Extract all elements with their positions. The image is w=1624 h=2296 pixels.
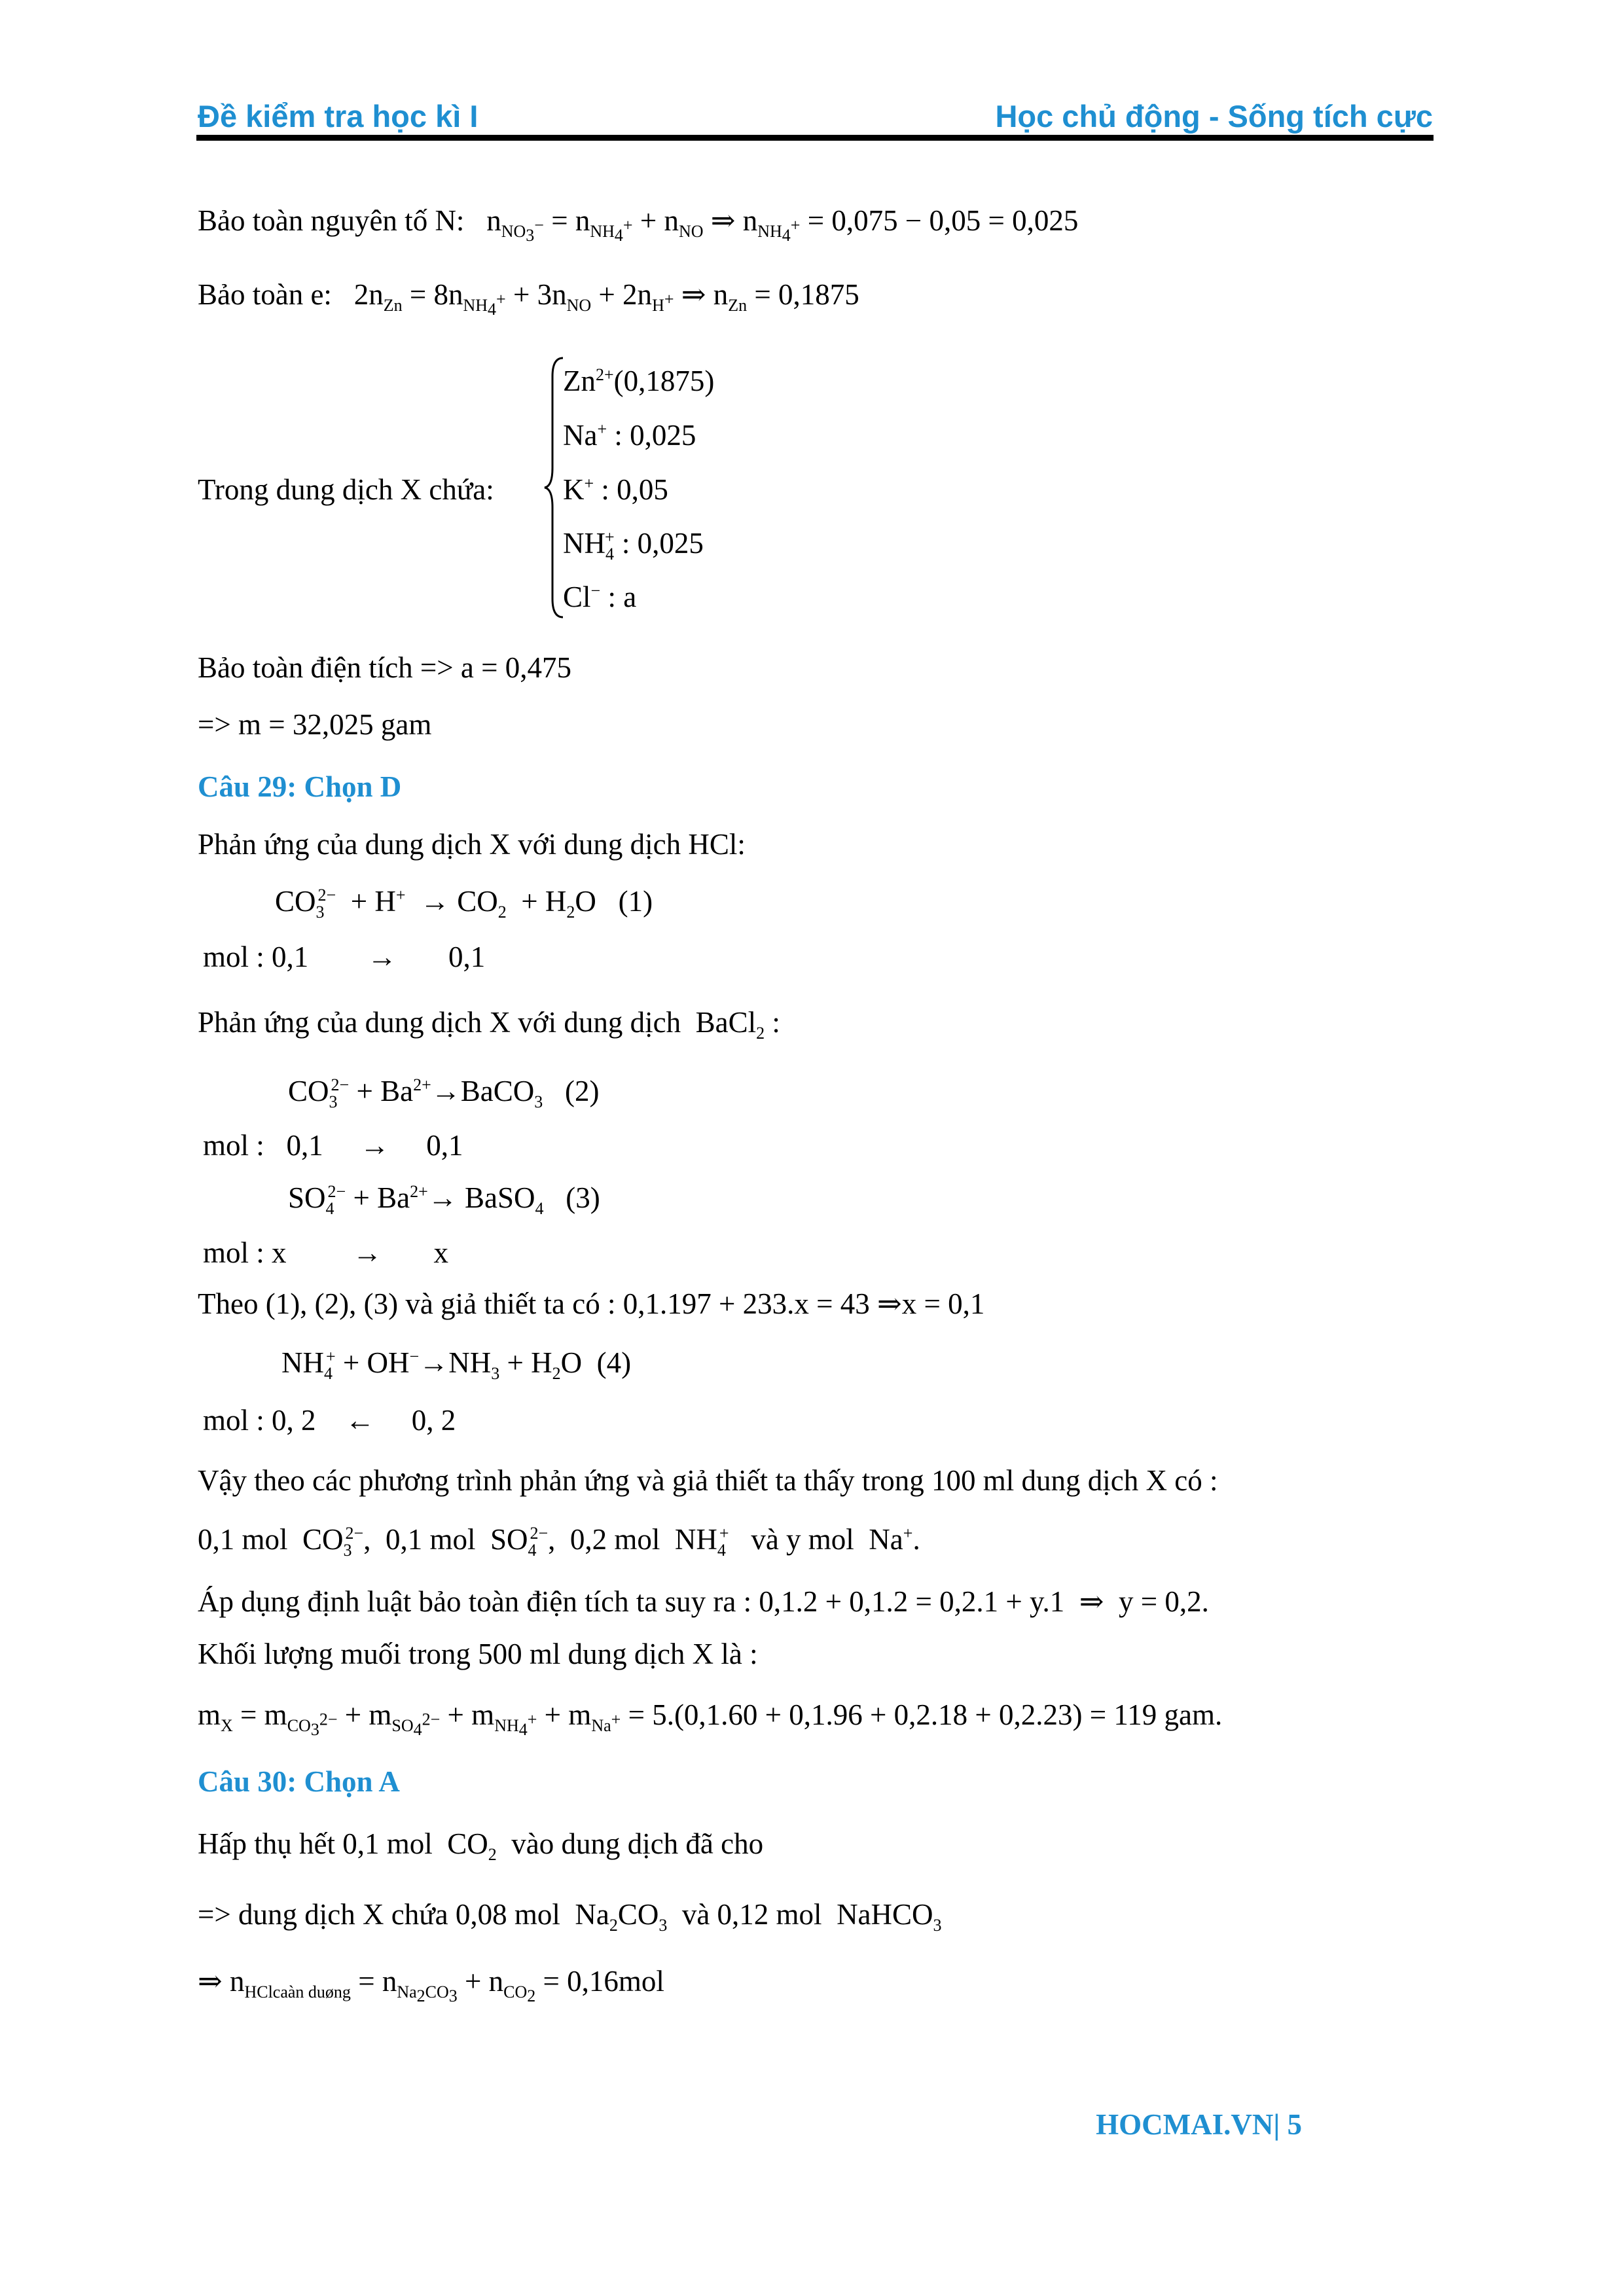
theo-1-2-3-line: Theo (1), (2), (3) và giả thiết ta có : 0,1.197 + 233.x = 43 ⇒x = 0,1 <box>198 1287 985 1320</box>
bacl2-formula: BaCl$_2$ : <box>688 1006 780 1043</box>
equation-4: $NH_4^+ + OH^-\to NH_3 + H_2O$ (4) <box>281 1346 632 1383</box>
mol-line-4: mol : 0, 2 ← 0, 2 <box>203 1404 456 1437</box>
ion-cl: Cl− : a <box>563 581 637 613</box>
footer-page-number: | 5 <box>1273 2108 1302 2141</box>
question-30-heading: Câu 30: Chọn A <box>198 1765 400 1798</box>
charge-conservation-line: Bảo toàn điện tích => a = 0,475 <box>198 651 572 684</box>
conclusion-line: Vậy theo các phương trình phản ứng và giả thiết ta thấy trong 100 ml dung dịch X có : <box>198 1464 1218 1497</box>
n-conservation-line <box>198 204 1079 245</box>
ion-amounts-line: 0,1 mol $CO_3^{2-}$, 0,1 mol $SO_4^{2-}$, 0,2 mol $NH_4^+$ và y mol Na+. <box>198 1523 920 1560</box>
solution-x-contents-line: => dung dịch X chứa 0,08 mol $Na_2CO_3$ và 0,12 mol NaHCO$_3$ <box>198 1898 942 1935</box>
solution-x-label: Trong dung dịch X chứa: <box>198 473 494 506</box>
charge-law-line: Áp dụng định luật bảo toàn điện tích ta suy ra : 0,1.2 + 0,1.2 = 0,2.1 + y.1 ⇒ y = 0,2. <box>198 1585 1209 1618</box>
salt-mass-equation: $m_X = m_{CO_3^{2-}} + m_{SO_4^{2-}} + m_{NH_4^+} + m_{Na^+} = 5.(0,1.60 + 0,1.96 + 0,2.18 + 0,2.23) = 119$ gam. <box>198 1698 1223 1740</box>
equation-3: $SO_4^{2-} + Ba^{2+}\to$ BaSO$_4$ (3) <box>288 1181 600 1218</box>
salt-mass-intro: Khối lượng muối trong 500 ml dung dịch X là : <box>198 1638 758 1670</box>
n-hcl-result: = 0,16mol <box>543 1965 664 1998</box>
hcl-equation: ⇒ $n_{HClcaàn duøng} = n_{Na_2CO_3} + n_{CO_2} = 0,16mol$ <box>198 1965 664 2006</box>
equation-2: $CO_3^{2-}$ + $Ba^{2+}\to BaCO_3$ (2) <box>288 1075 600 1111</box>
footer-site: HOCMAI.VN <box>1096 2108 1274 2141</box>
ion-k: K+ : 0,05 <box>563 473 668 506</box>
ion-zn: $Zn^{2+}(0,1875)$ <box>563 365 715 397</box>
mass-result-line: => m = 32,025 gam <box>198 708 432 741</box>
header-title-left: Đề kiểm tra học kì I <box>198 99 478 134</box>
co2-absorb-line: Hấp thụ hết 0,1 mol $CO_2$ vào dung dịch đã cho <box>198 1827 764 1864</box>
electron-conservation-line <box>198 278 859 319</box>
ion-na: Na+ : 0,025 <box>563 419 696 452</box>
electron-conservation-equation: $2n_{Zn} = 8n_{NH_4^+} + 3n_{NO} + 2n_{H^+}$ ⇒ $n_{Zn} = 0,1875$ <box>339 278 859 319</box>
header-slogan-right: Học chủ động - Sống tích cực <box>995 99 1433 134</box>
reaction-hcl-intro: Phản ứng của dung dịch X với dung dịch HCl: <box>198 828 746 861</box>
electron-conservation-label: Bảo toàn e: <box>198 278 332 311</box>
x-result: x = 0,1 <box>901 1287 985 1320</box>
mol-line-3: mol : x → x <box>203 1236 449 1269</box>
question-29-heading: Câu 29: Chọn D <box>198 770 402 803</box>
mol-line-1: mol : 0,1 → 0,1 <box>203 941 486 973</box>
equation-1: $CO_3^{2-} + H^+ \to CO_2 + H_2O$ (1) <box>275 885 653 922</box>
n-conservation-equation: $n_{NO_3^-} = n_{NH_4^+} + n_{NO}$ ⇒ $n_{NH_4^+} = 0,075 - 0,05 = 0,025$ <box>471 204 1079 245</box>
n-conservation-label: Bảo toàn nguyên tố N: <box>198 204 465 237</box>
salt-mass-result: = 5.(0,1.60 + 0,1.96 + 0,2.18 + 0,2.23) = 119 gam. <box>628 1698 1223 1731</box>
reaction-bacl2-intro: Phản ứng của dung dịch X với dung dịch BaCl$_2$ : <box>198 1006 780 1043</box>
header-divider <box>196 135 1434 141</box>
mol-line-2: mol : 0,1 → 0,1 <box>203 1129 463 1162</box>
y-result: y = 0,2. <box>1119 1585 1209 1618</box>
footer <box>1096 2108 1302 2142</box>
ion-nh4: $NH_4^+$ : 0,025 <box>563 527 704 564</box>
n-zn-result: = 0,1875 <box>754 278 859 311</box>
n-nh4-result: = 0,075 − 0,05 = 0,025 <box>807 204 1079 237</box>
